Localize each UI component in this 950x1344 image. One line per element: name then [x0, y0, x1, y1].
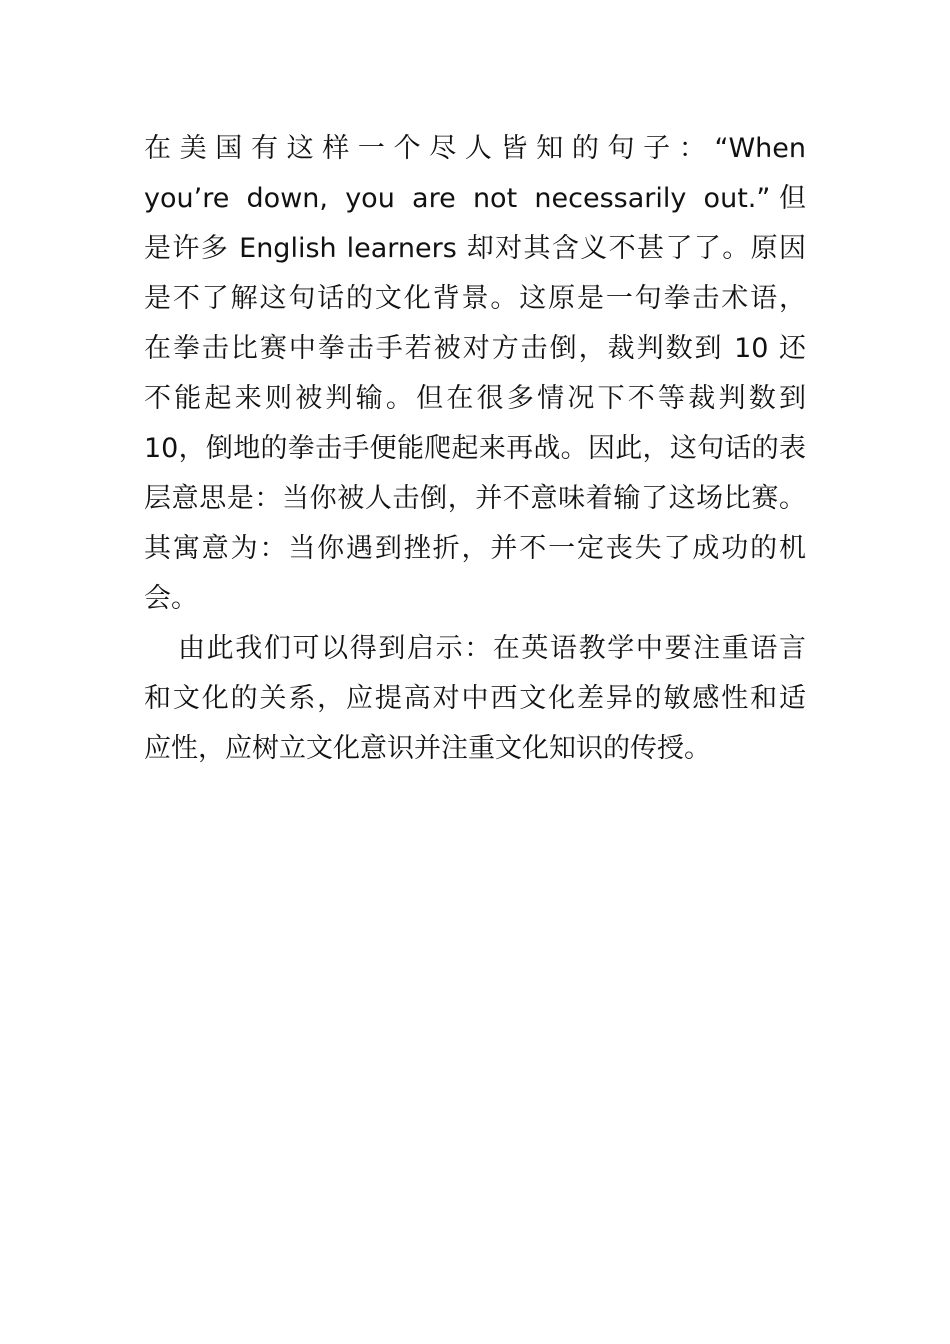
paragraph-line: 层意思是：当你被人击倒，并不意味着输了这场比赛。: [144, 483, 806, 514]
paragraph-2: [144, 624, 806, 774]
paragraph-line: 是许多 English learners 却对其含义不甚了了。原因: [144, 233, 806, 264]
paragraph-line: 和文化的关系，应提高对中西文化差异的敏感性和适: [144, 683, 806, 714]
paragraph-line: you’re down, you are not necessarily out.”但: [144, 183, 806, 214]
paragraph-line: 不能起来则被判输。但在很多情况下不等裁判数到: [144, 383, 806, 414]
paragraph-line: 会。: [144, 583, 198, 614]
paragraph-1: [144, 124, 806, 624]
paragraph-line: 由此我们可以得到启示：在英语教学中要注重语言: [178, 633, 806, 664]
paragraph-line: 在美国有这样一个尽人皆知的句子：“When: [144, 133, 806, 164]
paragraph-line: 其寓意为：当你遇到挫折，并不一定丧失了成功的机: [144, 533, 806, 564]
paragraph-line: 是不了解这句话的文化背景。这原是一句拳击术语，: [144, 283, 806, 314]
paragraph-line: 应性，应树立文化意识并注重文化知识的传授。: [144, 733, 711, 764]
paragraph-line: 10，倒地的拳击手便能爬起来再战。因此，这句话的表: [144, 433, 806, 464]
document-body: [144, 124, 806, 774]
paragraph-line: 在拳击比赛中拳击手若被对方击倒，裁判数到 10 还: [144, 333, 806, 364]
